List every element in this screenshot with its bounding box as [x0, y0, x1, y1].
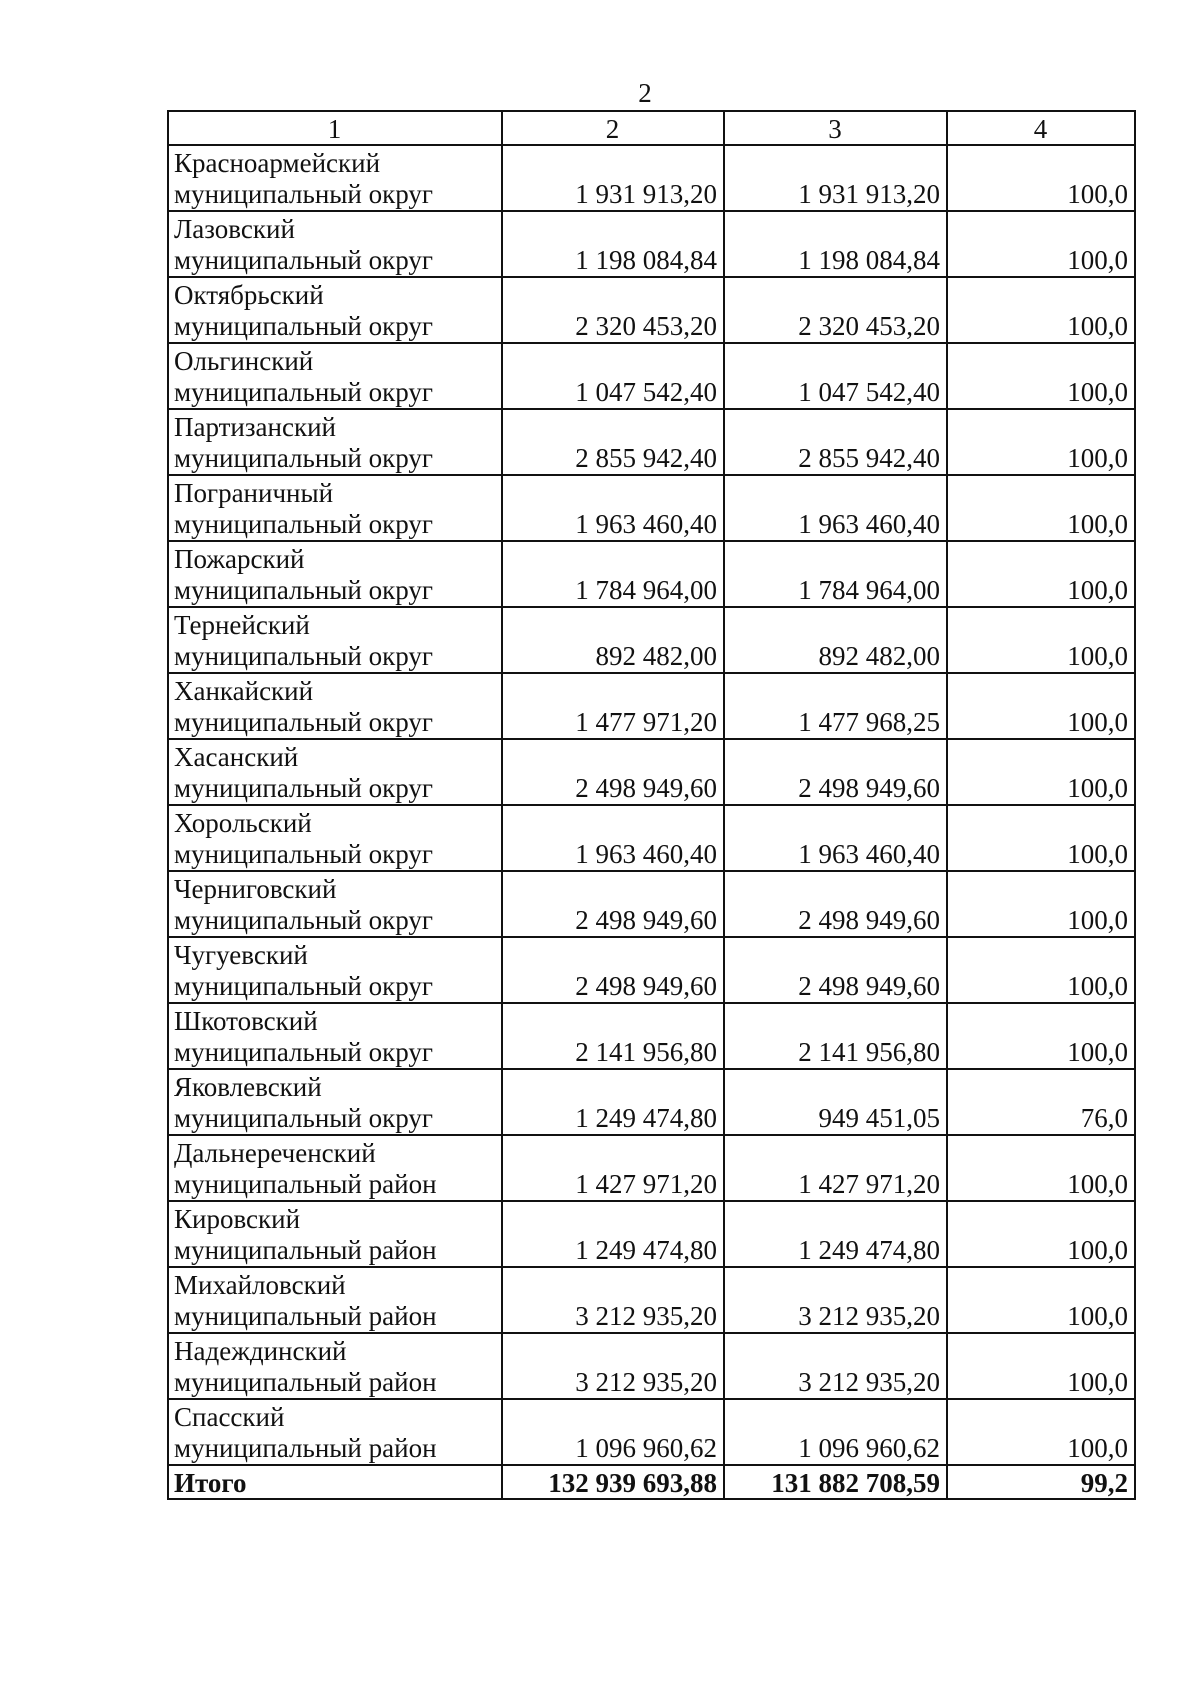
fact-amount: 2 498 949,60 — [724, 739, 947, 805]
column-header-1: 1 — [168, 111, 502, 145]
municipality-name: Пограничный муниципальный округ — [168, 475, 502, 541]
plan-amount: 2 855 942,40 — [502, 409, 724, 475]
total-percent: 99,2 — [947, 1465, 1135, 1499]
table-row — [168, 607, 1135, 673]
plan-amount: 1 249 474,80 — [502, 1069, 724, 1135]
municipality-name: Кировский муниципальный район — [168, 1201, 502, 1267]
municipality-name: Спасский муниципальный район — [168, 1399, 502, 1465]
execution-percent: 100,0 — [947, 1399, 1135, 1465]
table-row — [168, 211, 1135, 277]
execution-percent: 100,0 — [947, 145, 1135, 211]
execution-percent: 100,0 — [947, 475, 1135, 541]
table-row — [168, 1399, 1135, 1465]
header-row — [168, 111, 1135, 145]
execution-percent: 100,0 — [947, 673, 1135, 739]
fact-amount: 2 141 956,80 — [724, 1003, 947, 1069]
fact-amount: 2 320 453,20 — [724, 277, 947, 343]
budget-table — [167, 110, 1136, 1500]
table-row — [168, 871, 1135, 937]
execution-percent: 100,0 — [947, 409, 1135, 475]
table-body — [168, 145, 1135, 1499]
plan-amount: 3 212 935,20 — [502, 1333, 724, 1399]
fact-amount: 1 096 960,62 — [724, 1399, 947, 1465]
fact-amount: 1 198 084,84 — [724, 211, 947, 277]
table-row — [168, 1201, 1135, 1267]
fact-amount: 949 451,05 — [724, 1069, 947, 1135]
execution-percent: 100,0 — [947, 1003, 1135, 1069]
municipality-name: Хасанский муниципальный округ — [168, 739, 502, 805]
execution-percent: 100,0 — [947, 937, 1135, 1003]
municipality-name: Красноармейский муниципальный округ — [168, 145, 502, 211]
plan-amount: 1 427 971,20 — [502, 1135, 724, 1201]
municipality-name: Хорольский муниципальный округ — [168, 805, 502, 871]
execution-percent: 100,0 — [947, 1135, 1135, 1201]
plan-amount: 1 784 964,00 — [502, 541, 724, 607]
page-number: 2 — [638, 78, 652, 108]
execution-percent: 100,0 — [947, 1201, 1135, 1267]
execution-percent: 100,0 — [947, 805, 1135, 871]
municipality-name: Михайловский муниципальный район — [168, 1267, 502, 1333]
table-row — [168, 409, 1135, 475]
execution-percent: 100,0 — [947, 1267, 1135, 1333]
execution-percent: 100,0 — [947, 739, 1135, 805]
municipality-name: Шкотовский муниципальный округ — [168, 1003, 502, 1069]
municipality-name: Яковлевский муниципальный округ — [168, 1069, 502, 1135]
table-row — [168, 739, 1135, 805]
municipality-name: Лазовский муниципальный округ — [168, 211, 502, 277]
execution-percent: 100,0 — [947, 1333, 1135, 1399]
fact-amount: 2 855 942,40 — [724, 409, 947, 475]
fact-amount: 2 498 949,60 — [724, 937, 947, 1003]
plan-amount: 2 498 949,60 — [502, 937, 724, 1003]
total-row — [168, 1465, 1135, 1499]
table-row — [168, 1003, 1135, 1069]
plan-amount: 1 096 960,62 — [502, 1399, 724, 1465]
municipality-name: Пожарский муниципальный округ — [168, 541, 502, 607]
execution-percent: 100,0 — [947, 211, 1135, 277]
table-row — [168, 277, 1135, 343]
table-row — [168, 1135, 1135, 1201]
plan-amount: 2 498 949,60 — [502, 739, 724, 805]
plan-amount: 892 482,00 — [502, 607, 724, 673]
table-row — [168, 343, 1135, 409]
column-header-3: 3 — [724, 111, 947, 145]
plan-amount: 1 931 913,20 — [502, 145, 724, 211]
municipality-name: Чугуевский муниципальный округ — [168, 937, 502, 1003]
table-row — [168, 805, 1135, 871]
fact-amount: 1 427 971,20 — [724, 1135, 947, 1201]
column-header-2: 2 — [502, 111, 724, 145]
execution-percent: 100,0 — [947, 541, 1135, 607]
plan-amount: 1 047 542,40 — [502, 343, 724, 409]
table-row — [168, 937, 1135, 1003]
table-row — [168, 475, 1135, 541]
plan-amount: 1 477 971,20 — [502, 673, 724, 739]
plan-amount: 1 963 460,40 — [502, 805, 724, 871]
execution-percent: 100,0 — [947, 343, 1135, 409]
fact-amount: 2 498 949,60 — [724, 871, 947, 937]
plan-amount: 1 249 474,80 — [502, 1201, 724, 1267]
plan-amount: 3 212 935,20 — [502, 1267, 724, 1333]
fact-amount: 1 963 460,40 — [724, 475, 947, 541]
municipality-name: Ольгинский муниципальный округ — [168, 343, 502, 409]
execution-percent: 100,0 — [947, 607, 1135, 673]
fact-amount: 1 931 913,20 — [724, 145, 947, 211]
execution-percent: 100,0 — [947, 277, 1135, 343]
municipality-name: Надеждинский муниципальный район — [168, 1333, 502, 1399]
municipality-name: Октябрьский муниципальный округ — [168, 277, 502, 343]
fact-amount: 1 784 964,00 — [724, 541, 947, 607]
fact-amount: 1 047 542,40 — [724, 343, 947, 409]
plan-amount: 1 198 084,84 — [502, 211, 724, 277]
table-row — [168, 1267, 1135, 1333]
municipality-name: Тернейский муниципальный округ — [168, 607, 502, 673]
municipality-name: Черниговский муниципальный округ — [168, 871, 502, 937]
fact-amount: 1 963 460,40 — [724, 805, 947, 871]
execution-percent: 76,0 — [947, 1069, 1135, 1135]
fact-amount: 3 212 935,20 — [724, 1333, 947, 1399]
fact-amount: 1 477 968,25 — [724, 673, 947, 739]
table-row — [168, 1333, 1135, 1399]
total-label: Итого — [168, 1465, 502, 1499]
plan-amount: 2 498 949,60 — [502, 871, 724, 937]
column-header-4: 4 — [947, 111, 1135, 145]
plan-amount: 2 141 956,80 — [502, 1003, 724, 1069]
municipality-name: Дальнереченский муниципальный район — [168, 1135, 502, 1201]
plan-amount: 2 320 453,20 — [502, 277, 724, 343]
plan-amount: 1 963 460,40 — [502, 475, 724, 541]
fact-amount: 1 249 474,80 — [724, 1201, 947, 1267]
table-row — [168, 541, 1135, 607]
table-row — [168, 1069, 1135, 1135]
execution-percent: 100,0 — [947, 871, 1135, 937]
fact-amount: 892 482,00 — [724, 607, 947, 673]
total-fact: 131 882 708,59 — [724, 1465, 947, 1499]
municipality-name: Ханкайский муниципальный округ — [168, 673, 502, 739]
total-plan: 132 939 693,88 — [502, 1465, 724, 1499]
table-row — [168, 673, 1135, 739]
municipality-name: Партизанский муниципальный округ — [168, 409, 502, 475]
table-row — [168, 145, 1135, 211]
fact-amount: 3 212 935,20 — [724, 1267, 947, 1333]
